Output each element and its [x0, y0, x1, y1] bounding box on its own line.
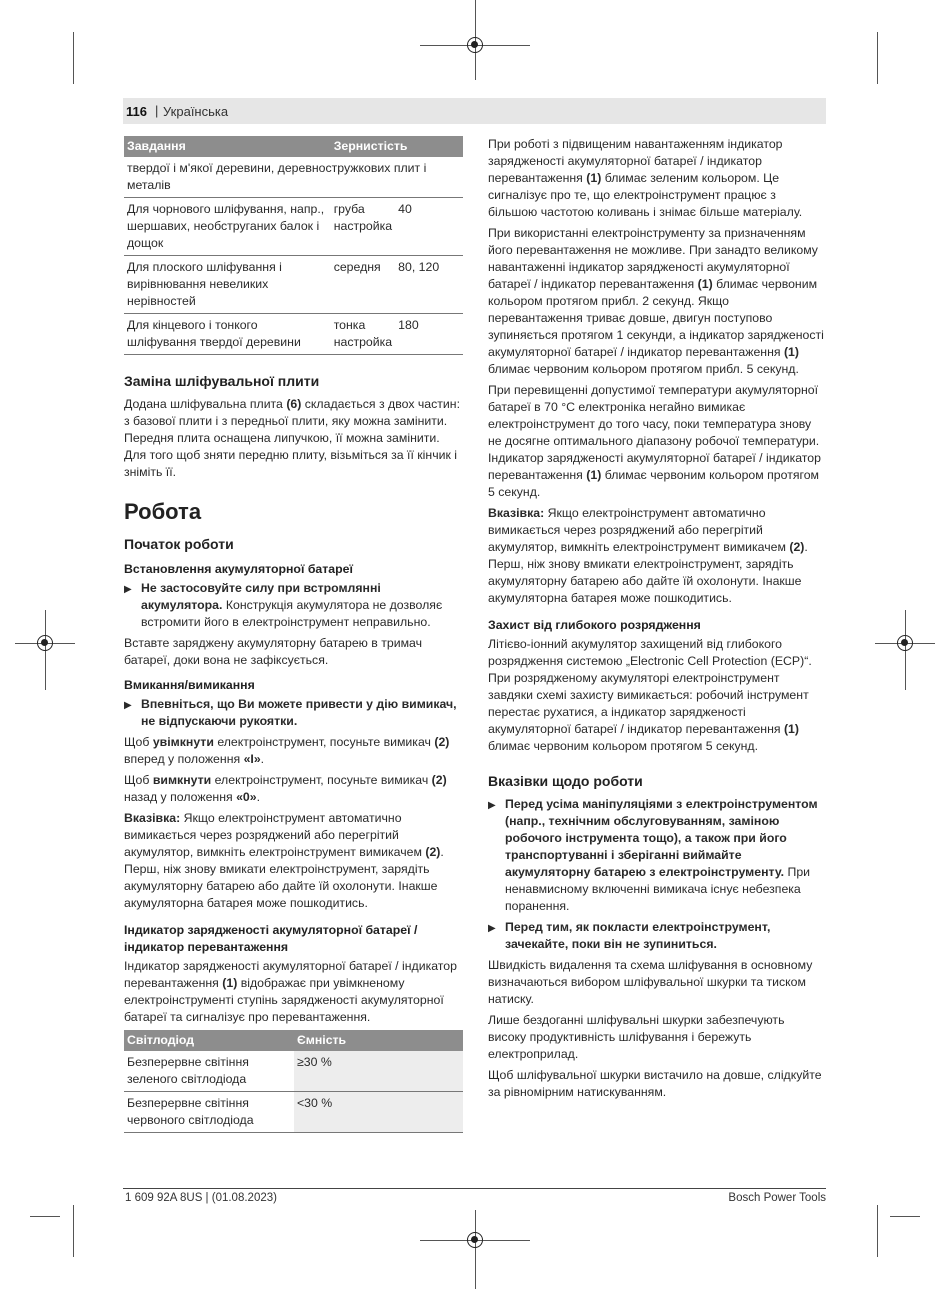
- text: блимає червоним кольором протягом прибл. 5 секунд.: [488, 362, 799, 376]
- text: блимає червоним кольором протягом 5 секунд.: [488, 468, 820, 499]
- table-cell: середня: [331, 256, 395, 314]
- text: Конструкція акумулятора не дозволяє встромити його в електроінструмент неправильно.: [141, 598, 443, 629]
- table-cell: ≥30 %: [294, 1051, 463, 1092]
- table-row: [124, 1092, 463, 1133]
- text: блимає червоним кольором протягом прибл. 2 секунд. Якщо перевантаження триває довше, двигун поступово зупиняється протягом 1 секунди, а індикатор зарядженості акумуляторної батареї / індикатор перевантаження: [488, 277, 824, 359]
- reference-number: (1): [783, 345, 799, 359]
- text: блимає червоним кольором протягом 5 секунд.: [488, 739, 758, 753]
- crop-mark: [30, 1216, 60, 1217]
- plate-paragraph: [124, 396, 463, 481]
- charge-table-header-led: Світлодіод: [124, 1030, 294, 1051]
- text: «0»: [236, 790, 257, 804]
- reference-number: (1): [697, 277, 713, 291]
- text: відображає при увімкненому електроінструменті ступінь зарядженості акумуляторної батареї та сигналізує про перевантаження.: [124, 976, 444, 1024]
- sandpaper-quality-paragraph: Лише бездоганні шліфувальні шкурки забезпечують високу продуктивність шліфування і бережуть електроприлад.: [488, 1013, 785, 1061]
- table-cell: Безперервне світіння червоного світлодіода: [124, 1092, 294, 1133]
- registration-mark-icon: [467, 1232, 483, 1248]
- text: Додана шліфувальна плита: [124, 397, 287, 411]
- text: Якщо електроінструмент автоматично вимикається через розряджений або перегрітий акумулятор, вимкніть електроінструмент вимикачем: [488, 506, 790, 554]
- indicator-paragraph: [124, 958, 463, 1026]
- even-pressure-paragraph: Щоб шліфувальної шкурки вистачило на довше, слідкуйте за рівномірним натискуванням.: [488, 1068, 822, 1099]
- text: електроінструмент, посуньте вимикач: [213, 735, 435, 749]
- reference-number: (2): [425, 845, 441, 859]
- warning-text: Перед усіма маніпуляціями з електроінструментом (напр., технічним обслуговуванням, заміною робочого інструмента тощо), а також при його транспортуванні і зберіганні виймайте акумуляторну батарею з електроінструменту.: [505, 797, 818, 879]
- reference-number: (1): [222, 976, 238, 990]
- bullet-triangle-icon: ▶: [488, 800, 496, 811]
- note-label: Вказівка:: [124, 811, 181, 825]
- work-tips-title: Вказівки щодо роботи: [488, 773, 643, 789]
- registration-mark-icon: [467, 37, 483, 53]
- table-row: [124, 198, 463, 256]
- warning-text: Не застосовуйте силу при встромлянні акумулятора.: [141, 581, 381, 612]
- text: При роботі з підвищеним навантаженням індикатор зарядженості акумуляторної батареї / індикатор перевантаження: [488, 137, 783, 185]
- text: складається з двох частин: з базової плити і з передньої плити, яку можна замінити. Передня плита оснащена липучкою, її можна замінити. Для того щоб зняти передню плиту, візьміться за її кінчик і зніміть її.: [124, 397, 460, 479]
- text: Літієво-іонний акумулятор захищений від глибокого розрядження системою „Electronic Cell Protection (ECP)“. При розрядженому акумуляторі електроінструмент завдяки схемі захисту вимикається: робочий інструмент перестає рухатися, а індикатор зарядженості акумуляторної батареї / індикатор перевантаження: [488, 637, 812, 736]
- crop-mark: [890, 1216, 920, 1217]
- footer-brand: Bosch Power Tools: [728, 1192, 826, 1204]
- text: Індикатор зарядженості акумуляторної батареї / індикатор перевантаження: [124, 959, 457, 990]
- crop-mark: [877, 1205, 878, 1257]
- text: . Перш, ніж знову вмикати електроінструмент, зарядіть акумуляторну батарею або дайте їй охолонути. Інакше акумуляторна батарея може пошкодитись.: [124, 845, 444, 910]
- list-item: [124, 696, 463, 730]
- table-cell: 80, 120: [395, 256, 463, 314]
- text: увімкнути: [152, 735, 214, 749]
- crop-mark: [877, 32, 878, 84]
- grit-table: [124, 136, 463, 355]
- charge-table: [124, 1030, 463, 1133]
- bullet-triangle-icon: ▶: [124, 700, 132, 711]
- reference-number: (1): [586, 468, 602, 482]
- registration-mark-icon: [37, 635, 53, 651]
- note-paragraph: [488, 505, 826, 607]
- bullet-triangle-icon: ▶: [124, 584, 132, 595]
- text: вперед у положення: [124, 752, 244, 766]
- table-cell: 40: [395, 198, 463, 256]
- text: електроінструмент, посуньте вимикач: [211, 773, 432, 787]
- overload-blink-paragraph: [488, 136, 826, 221]
- warning-text: Впевніться, що Ви можете привести у дію вимикач, не відпускаючи рукоятки.: [141, 697, 457, 728]
- right-column: [488, 136, 826, 1105]
- text: вимкнути: [152, 773, 212, 787]
- left-column: [124, 136, 463, 1133]
- table-cell: Для чорнового шліфування, напр., шершавих, необструганих балок і дощок: [124, 198, 331, 256]
- table-row: [124, 1051, 463, 1092]
- crop-mark: [475, 1210, 476, 1289]
- table-cell: твердої і м'якої деревини, деревностружкових плит і металів: [124, 157, 463, 198]
- onoff-subtitle: Вмикання/вимикання: [124, 678, 255, 692]
- deep-discharge-subtitle: Захист від глибокого розрядження: [488, 618, 701, 632]
- battery-subtitle: Встановлення акумуляторної батареї: [124, 562, 353, 576]
- text: При використанні електроінструменту за призначенням його перевантаження не можливе. При занадто великому навантаженні індикатор зарядженості акумуляторної батареї / індикатор перевантаження: [488, 226, 818, 291]
- removal-rate-paragraph: Швидкість видалення та схема шліфування в основному визначаються вибором шліфувальної шкурки та тиском натиску.: [488, 958, 813, 1006]
- page-header-bar: [123, 98, 826, 124]
- text: При перевищенні допустимої температури акумуляторної батареї в 70 °C електроніка негайно вимикає електроінструмент до того часу, поки температура знову не досягне оптимального діапазону робочої температури. Індикатор зарядженості акумуляторної батареї / індикатор перевантаження: [488, 383, 821, 482]
- table-cell: Для плоского шліфування і вирівнювання невеликих нерівностей: [124, 256, 331, 314]
- header-separator: |: [155, 103, 159, 118]
- table-cell: груба настройка: [331, 198, 395, 256]
- battery-insert-paragraph: Вставте заряджену акумуляторну батарею в тримач батареї, доки вона не зафіксується.: [124, 636, 423, 667]
- reference-number: (2): [431, 773, 447, 787]
- grit-table-header-grit: Зернистість: [331, 136, 463, 157]
- text: Щоб: [124, 735, 153, 749]
- text: назад у положення: [124, 790, 237, 804]
- text: .: [256, 790, 261, 804]
- footer-rule: [123, 1188, 826, 1189]
- footer-document-code: 1 609 92A 8US | (01.08.2023): [125, 1192, 277, 1204]
- grit-table-header-task: Завдання: [124, 136, 331, 157]
- plate-section-title: Заміна шліфувальної плити: [124, 373, 320, 389]
- switch-on-paragraph: [124, 734, 463, 768]
- table-row: [124, 256, 463, 314]
- bullet-triangle-icon: ▶: [488, 923, 496, 934]
- charge-table-header-capacity: Ємність: [294, 1030, 463, 1051]
- text: «I»: [243, 752, 261, 766]
- crop-mark: [73, 32, 74, 84]
- text: Щоб: [124, 773, 153, 787]
- list-item: [124, 580, 463, 631]
- text: блимає зеленим кольором. Це сигналізує про те, що електроінструмент працює з більшою частотою коливань і знімає більше матеріалу.: [488, 171, 803, 219]
- overload-paragraph: [488, 225, 826, 378]
- table-cell: 180: [395, 314, 463, 355]
- registration-mark-icon: [897, 635, 913, 651]
- reference-number: (6): [286, 397, 302, 411]
- reference-number: (1): [783, 722, 799, 736]
- table-row: [124, 157, 463, 198]
- table-cell: Для кінцевого і тонкого шліфування твердої деревини: [124, 314, 331, 355]
- work-section-title: Робота: [124, 499, 202, 524]
- list-item: [488, 796, 826, 915]
- table-row: [124, 314, 463, 355]
- page-language: Українська: [163, 104, 229, 119]
- warning-text: Перед тим, як покласти електроінструмент, зачекайте, поки він не зупиниться.: [505, 920, 771, 951]
- start-section-title: Початок роботи: [124, 536, 234, 552]
- list-item: [488, 919, 826, 953]
- table-cell: тонка настройка: [331, 314, 395, 355]
- switch-off-paragraph: [124, 772, 463, 806]
- text: При ненавмисному включенні вимикача існує небезпека поранення.: [505, 865, 811, 913]
- text: Якщо електроінструмент автоматично вимикається через розряджений або перегрітий акумулятор, вимкніть електроінструмент вимикачем: [124, 811, 426, 859]
- reference-number: (1): [586, 171, 602, 185]
- indicator-subtitle: Індикатор зарядженості акумуляторної батареї / індикатор перевантаження: [124, 923, 418, 954]
- text: . Перш, ніж знову вмикати електроінструмент, зарядіть акумуляторну батарею або дайте їй охолонути. Інакше акумуляторна батарея може пошкодитись.: [488, 540, 808, 605]
- table-cell: Безперервне світіння зеленого світлодіода: [124, 1051, 294, 1092]
- text: .: [260, 752, 265, 766]
- note-label: Вказівка:: [488, 506, 545, 520]
- deep-discharge-paragraph: [488, 636, 826, 755]
- crop-mark: [73, 1205, 74, 1257]
- temperature-paragraph: [488, 382, 826, 501]
- table-cell: <30 %: [294, 1092, 463, 1133]
- note-paragraph: [124, 810, 463, 912]
- reference-number: (2): [789, 540, 805, 554]
- page-number: 116: [126, 104, 147, 119]
- reference-number: (2): [434, 735, 450, 749]
